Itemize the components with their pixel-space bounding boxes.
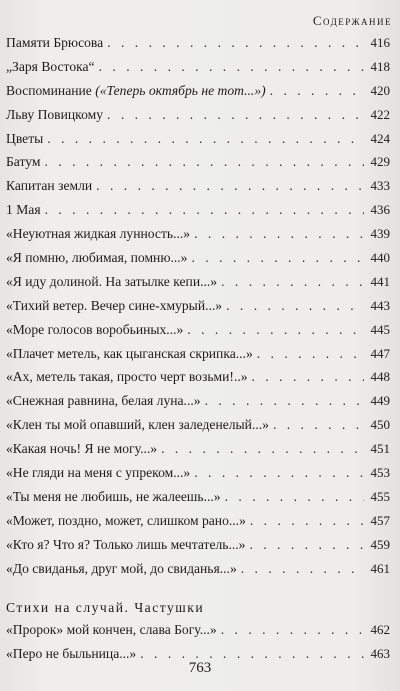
toc-entry-title-text: Капитан земли [6,178,93,194]
dot-leader [241,561,364,577]
toc-entry [6,369,390,393]
toc-entry-title-text: «Ах, метель такая, просто черт возьми!..» [6,369,248,385]
toc-entry [6,465,390,489]
toc-entry [6,513,390,537]
dot-leader [44,154,364,170]
toc-entry-title [6,178,92,194]
toc-entry-title [6,465,190,481]
toc-entry [6,622,390,646]
toc-entry-title [6,59,95,75]
toc-entry [6,346,390,370]
toc-entry-title-text: „Заря Востока“ [6,58,95,74]
page-number: 763 [188,660,212,676]
toc-entry-page: 447 [370,345,390,361]
toc-entry-page: 440 [370,250,390,266]
toc-entry [6,537,390,561]
toc-entries [6,35,390,584]
toc-entry-title [6,154,40,170]
toc-entry-title [6,417,269,433]
dot-leader [273,417,364,433]
toc-entry-page: 457 [370,512,390,528]
toc-entry [6,202,390,226]
toc-entry [6,178,390,202]
toc-entry-page: 449 [370,393,390,409]
toc-entry-title-text: «Тихий ветер. Вечер сине-хмурый...» [6,297,223,313]
dot-leader [221,274,364,290]
dot-leader [225,489,364,505]
dot-leader [257,346,364,362]
toc-entry-page: 418 [370,58,390,74]
toc-entry-page: 445 [370,321,390,337]
toc-entry [6,107,390,131]
toc-entry-page: 453 [370,465,390,481]
toc-entry-title [6,346,253,362]
dot-leader [47,131,364,147]
dot-leader [96,178,364,194]
toc-entry [6,298,390,322]
section-heading: Стихи на случай. Частушки [6,600,205,616]
toc-entry-page: 463 [370,646,390,662]
toc-entry-title [6,274,217,290]
toc-entry [6,393,390,417]
dot-leader [194,226,364,242]
dot-leader [161,441,364,457]
toc-entry [6,83,390,107]
toc-entry-title-text: «До свиданья, друг мой, до свиданья...» [6,560,237,576]
toc-entry-note: («Теперь октябрь не тот...») [95,82,266,98]
dot-leader [252,369,364,385]
toc-entry [6,59,390,83]
toc-entry-title-text: 1 Мая [6,202,41,218]
running-head: Содержание [312,13,392,28]
toc-entry-title-text: Воспоминание [6,82,96,98]
toc-entry-page: 459 [370,536,390,552]
toc-entry [6,154,390,178]
toc-entry-title-text: «Клен ты мой опавший, клен заледенелый...» [6,417,269,433]
dot-leader [194,465,364,481]
dot-leader [187,322,364,338]
dot-leader [226,298,364,314]
dot-leader [191,250,364,266]
table-of-contents [6,35,390,670]
toc-entry-title [6,513,246,529]
toc-entry-page: 461 [370,560,390,576]
toc-entry [6,561,390,585]
dot-leader [107,35,364,51]
toc-entry-title-text: Льву Повицкому [6,106,104,122]
dot-leader [45,202,364,218]
toc-entry [6,131,390,155]
toc-entry [6,226,390,250]
toc-entry-title [6,250,187,266]
dot-leader [249,537,364,553]
toc-entry-title-text: «Кто я? Что я? Только лишь мечтатель...» [6,536,246,552]
toc-entry-title [6,202,41,218]
toc-entry-title [6,131,43,147]
toc-entry-title [6,561,237,577]
toc-entry-title-text: «Я иду долиной. На затылке кепи...» [6,273,218,289]
toc-entry-title-text: «Не гляди на меня с упреком...» [6,465,191,481]
toc-entry-page: 422 [370,106,390,122]
dot-leader [99,59,364,75]
toc-entry-title [6,393,201,409]
toc-entry-title [6,369,248,385]
dot-leader [221,622,364,638]
toc-entry-title [6,298,222,314]
toc-entry-title-text: «Неуютная жидкая лунность...» [6,226,191,242]
toc-entry-title-text: Батум [6,154,41,170]
toc-entry-page: 436 [370,202,390,218]
toc-entry-page: 429 [370,154,390,170]
toc-entry-page: 451 [370,441,390,457]
toc-entry-page: 416 [370,35,390,50]
toc-entry-title-text: «Море голосов воробьиных...» [6,321,184,337]
toc-entry-title-text: «Может, поздно, может, слишком рано...» [6,512,246,528]
toc-entry-title-text: «Я помню, любимая, помню...» [6,250,188,266]
toc-entry-page: 439 [370,226,390,242]
toc-entry-title-text: «Какая ночь! Я не могу...» [6,441,158,457]
toc-entry-title [6,322,183,338]
toc-entry-page: 424 [370,130,390,146]
toc-entry-title [6,489,221,505]
toc-entry-title-text: «Пророк» мой кончен, слава Богу...» [6,622,217,638]
toc-entry [6,417,390,441]
toc-entry [6,489,390,513]
toc-entry-page: 441 [370,273,390,289]
toc-entry-page: 462 [370,622,390,638]
toc-entry [6,35,390,59]
toc-entry-page: 443 [370,297,390,313]
toc-entry-title [6,226,190,242]
dot-leader [107,107,364,123]
toc-entry-title [6,622,217,638]
toc-entry-title [6,441,157,457]
toc-entry [6,322,390,346]
toc-entry-title-text: Цветы [6,130,44,146]
toc-entry [6,441,390,465]
toc-entry-page: 450 [370,417,390,433]
dot-leader [250,513,364,529]
toc-entry-title [6,35,103,51]
toc-entry [6,250,390,274]
toc-entry-page: 420 [370,82,390,98]
toc-entry-title-text: «Перо не быльница...» [6,646,137,662]
toc-entry-page: 433 [370,178,390,194]
toc-entry-title [6,107,103,123]
toc-entry [6,274,390,298]
dot-leader [205,393,364,409]
toc-entry-page: 448 [370,369,390,385]
toc-entry-title-text: «Снежная равнина, белая луна...» [6,393,201,409]
toc-entry-title [6,537,245,553]
toc-entry-title-text: Памяти Брюсова [6,35,104,50]
dot-leader [270,83,364,99]
toc-entry-title [6,83,266,99]
toc-entry-title-text: «Ты меня не любишь, не жалеешь...» [6,488,221,504]
toc-entry-title-text: «Плачет метель, как цыганская скрипка...» [6,345,253,361]
toc-entry-page: 455 [370,488,390,504]
